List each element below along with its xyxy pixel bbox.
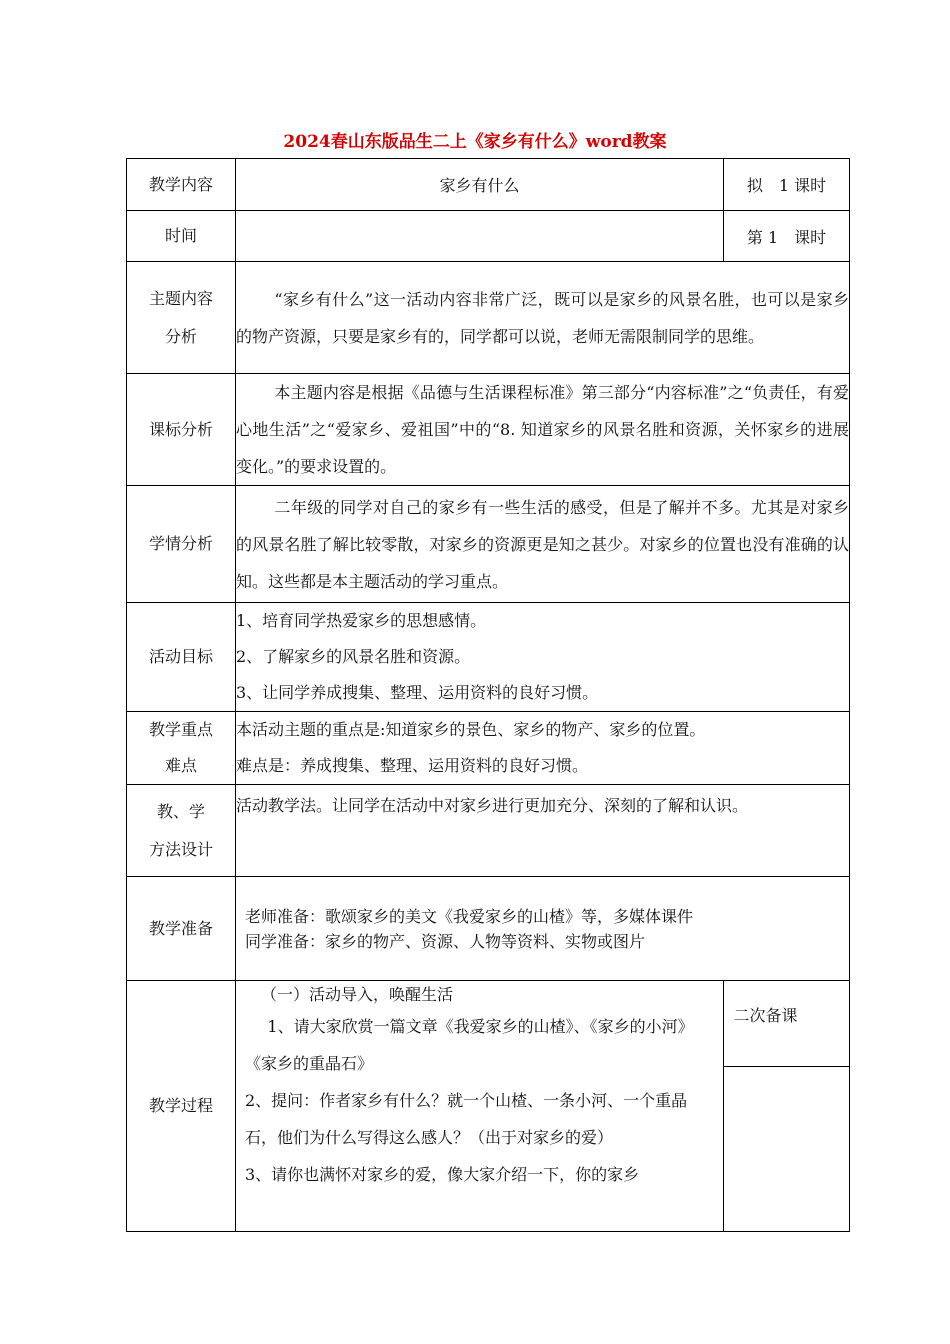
goal-item: 1、培育同学热爱家乡的思想感情。 <box>236 611 487 630</box>
label-standard: 课标分析 <box>127 374 236 486</box>
label-keypoints-1: 教学重点 <box>148 720 213 739</box>
text-methods: 活动教学法。让同学在活动中对家乡进行更加充分、深刻的了解和认识。 <box>236 785 850 877</box>
text-theme: “家乡有什么”这一活动内容非常广泛，既可以是家乡的风景名胜，也可以是家乡的物产资源，只要是家乡有的，同学都可以说，老师无需限制同学的思维。 <box>236 262 850 374</box>
label-prep: 教学准备 <box>127 877 236 981</box>
row-process <box>127 981 850 1232</box>
keypoint-item: 本活动主题的重点是:知道家乡的景色、家乡的物产、家乡的位置。 <box>236 720 706 739</box>
process-paragraph-1: 1、请大家欣赏一篇文章《我爱家乡的山楂》、《家乡的小河》《家乡的重晶石》 <box>245 1017 694 1073</box>
label-theme-text: 主题内容分析 <box>148 288 213 346</box>
label-methods-2: 方法设计 <box>148 839 213 859</box>
goal-item: 3、让同学养成搜集、整理、运用资料的良好习惯。 <box>236 683 599 702</box>
label-methods-1: 教、学 <box>156 801 205 821</box>
value-hours: 拟 1 课时 <box>724 159 850 211</box>
value-period: 第 1 课时 <box>724 211 850 262</box>
keypoints-list <box>236 712 850 785</box>
process-inner-table <box>236 981 849 1231</box>
keypoint-item: 难点是：养成搜集、整理、运用资料的良好习惯。 <box>236 756 589 775</box>
row-goals <box>127 603 850 712</box>
label-keypoints <box>127 712 236 785</box>
document-title: 2024春山东版品生二上《家乡有什么》word教案 <box>283 132 667 152</box>
process-content <box>236 981 723 1231</box>
row-theme <box>127 262 850 374</box>
label-students: 学情分析 <box>127 486 236 603</box>
goals-list <box>236 603 850 712</box>
label-process: 教学过程 <box>127 981 236 1232</box>
lesson-plan-table <box>126 158 850 1232</box>
row-methods <box>127 785 850 877</box>
text-standard: 本主题内容是根据《品德与生活课程标准》第三部分“内容标准”之“负责任，有爱心地生活”之“爱家乡、爱祖国”中的“8. 知道家乡的风景名胜和资源，关怀家乡的进展变化。”的要求设置的。 <box>236 374 850 486</box>
row-keypoints <box>127 712 850 785</box>
label-keypoints-2: 难点 <box>164 756 197 775</box>
row-standard <box>127 374 850 486</box>
label-goals: 活动目标 <box>127 603 236 712</box>
side-empty-cell <box>723 1066 849 1231</box>
value-content: 家乡有什么 <box>236 159 724 211</box>
row-prep <box>127 877 850 981</box>
process-paragraph-3: 3、请你也满怀对家乡的爱，像大家介绍一下，你的家乡 <box>245 1165 640 1184</box>
text-students: 二年级的同学对自己的家乡有一些生活的感受，但是了解并不多。尤其是对家乡的风景名胜了解比较零散，对家乡的资源更是知之甚少。对家乡的位置也没有准确的认知。这些都是本主题活动的学习重点。 <box>236 486 850 603</box>
prep-item: 老师准备：歌颂家乡的美文《我爱家乡的山楂》等，多媒体课件 <box>245 906 694 926</box>
label-theme <box>127 262 236 374</box>
process-paragraph-2: 2、提问：作者家乡有什么？就一个山楂、一条小河、一个重晶石，他们为什么写得这么感人？（出于对家乡的爱） <box>245 1091 688 1147</box>
prep-list <box>236 877 850 981</box>
label-methods <box>127 785 236 877</box>
label-content: 教学内容 <box>127 159 236 211</box>
process-section: （一）活动导入，唤醒生活 <box>261 985 454 1004</box>
goal-item: 2、了解家乡的风景名胜和资源。 <box>236 647 471 666</box>
process-cell <box>236 981 850 1232</box>
side-label-revision: 二次备课 <box>723 981 849 1066</box>
value-time <box>236 211 724 262</box>
row-students <box>127 486 850 603</box>
row-content <box>127 159 850 211</box>
prep-item: 同学准备：家乡的物产、资源、人物等资料、实物或图片 <box>245 931 646 951</box>
label-time: 时间 <box>127 211 236 262</box>
row-time <box>127 211 850 262</box>
